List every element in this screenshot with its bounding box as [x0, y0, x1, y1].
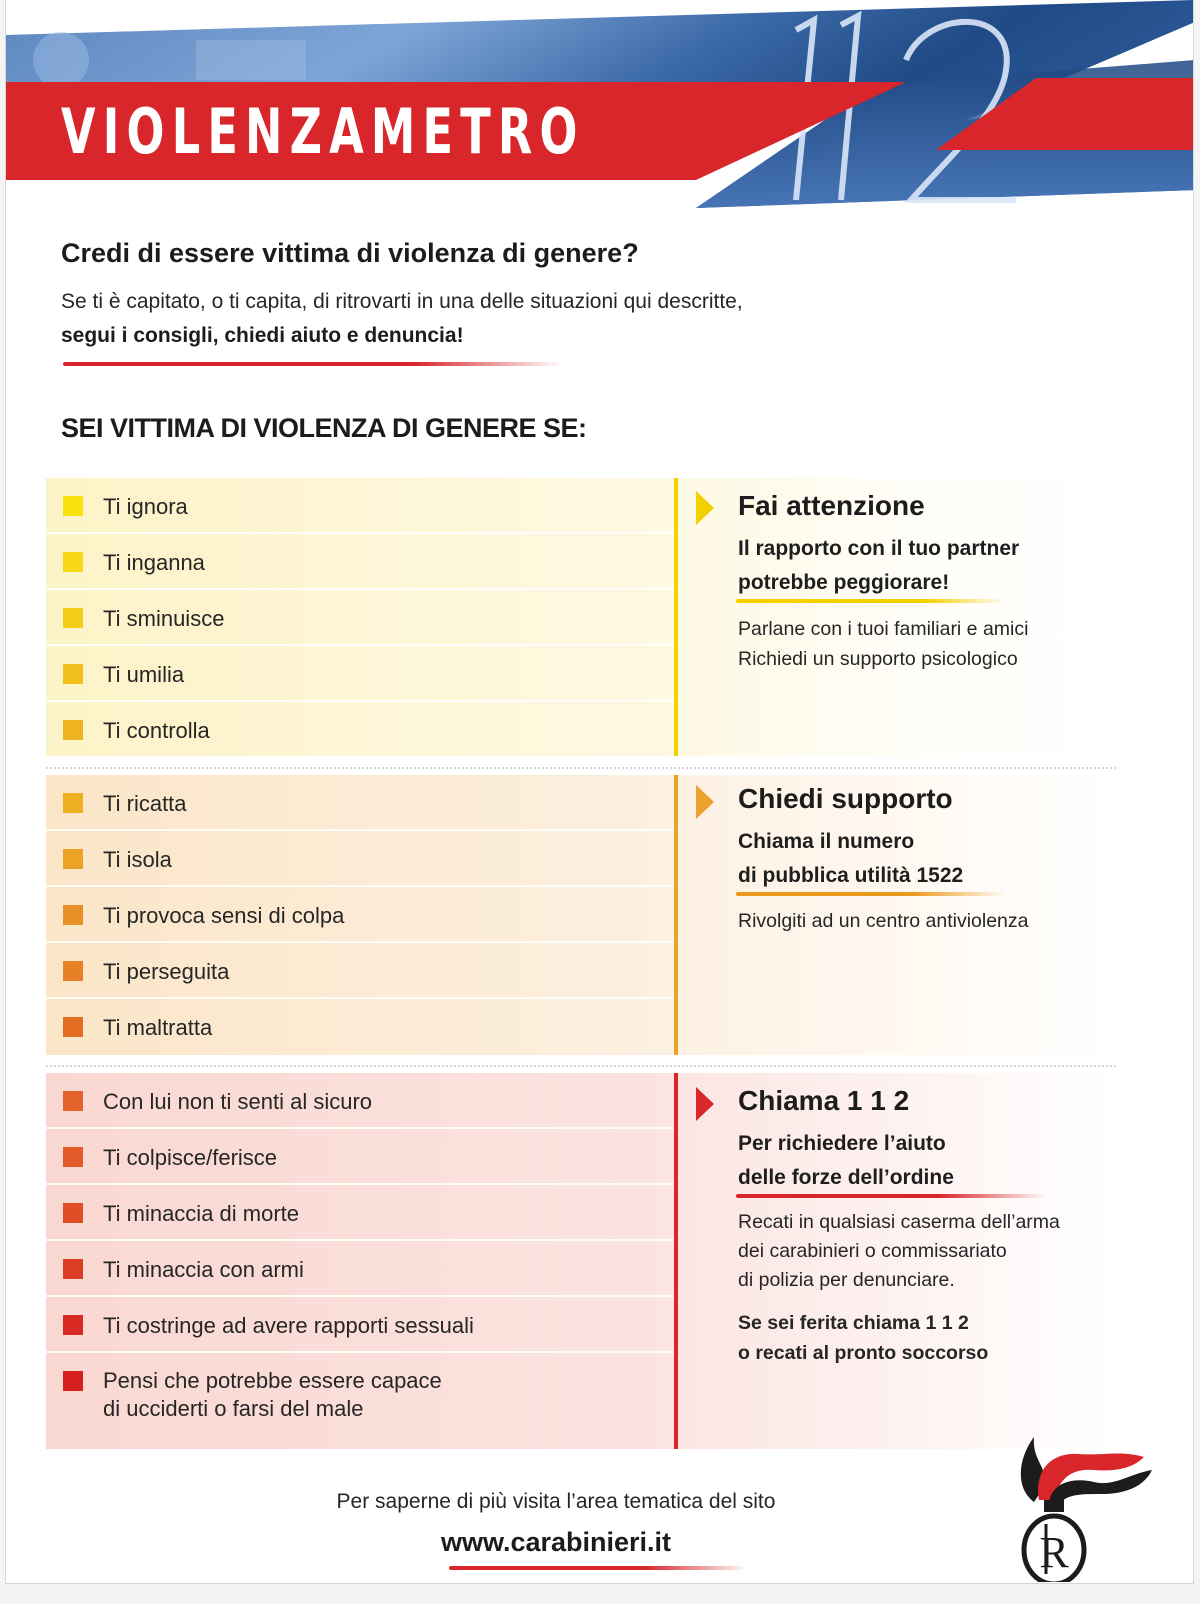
- advice-subheading: potrebbe peggiorare!: [738, 571, 950, 594]
- advice-subheading: di pubblica utilità 1522: [738, 864, 964, 887]
- header-banner: [6, 0, 1194, 210]
- severity-square-icon: [63, 1203, 83, 1223]
- brush-underline: [736, 599, 1006, 603]
- severity-square-icon: [63, 961, 83, 981]
- severity-square-icon: [63, 1017, 83, 1037]
- advice-text: Recati in qualsiasi caserma dell’arma: [738, 1211, 1060, 1233]
- list-item: Ti provoca sensi di colpa: [46, 887, 674, 943]
- severity-square-icon: [63, 1147, 83, 1167]
- advice-text: Rivolgiti ad un centro antiviolenza: [738, 910, 1029, 932]
- advice-text: Parlane con i tuoi familiari e amici: [738, 618, 1029, 640]
- triangle-arrow-icon: [696, 491, 714, 525]
- severity-square-icon: [63, 496, 83, 516]
- severity-square-icon: [63, 1315, 83, 1335]
- triangle-arrow-icon: [696, 1087, 714, 1121]
- list-item: Ti ignora: [46, 478, 674, 534]
- list-item: Ti ricatta: [46, 775, 674, 831]
- intro-text: Se ti è capitato, o ti capita, di ritrovarti in una delle situazioni qui descritte,: [61, 290, 743, 313]
- advice-text: di polizia per denunciare.: [738, 1269, 955, 1291]
- group-red: [46, 1073, 1116, 1449]
- severity-square-icon: [63, 905, 83, 925]
- behavior-list: [46, 775, 674, 1055]
- list-item: Ti inganna: [46, 534, 674, 590]
- advice-subheading: Chiama il numero: [738, 830, 915, 853]
- list-item: Ti isola: [46, 831, 674, 887]
- advice-text: dei carabinieri o commissariato: [738, 1240, 1007, 1262]
- list-item: Ti colpisce/ferisce: [46, 1129, 674, 1185]
- list-item: Ti perseguita: [46, 943, 674, 999]
- severity-square-icon: [63, 793, 83, 813]
- severity-square-icon: [63, 664, 83, 684]
- severity-square-icon: [63, 1371, 83, 1391]
- carabinieri-logo-icon: [994, 1432, 1154, 1582]
- advice-emphasis: Se sei ferita chiama 1 1 2: [738, 1312, 969, 1334]
- behavior-list: [46, 1073, 674, 1439]
- brush-underline: [736, 1194, 1046, 1198]
- list-item: Con lui non ti senti al sicuro: [46, 1073, 674, 1129]
- list-item: Ti minaccia di morte: [46, 1185, 674, 1241]
- poster-title: VIOLENZAMETRO: [61, 95, 585, 168]
- severity-square-icon: [63, 1259, 83, 1279]
- advice-text: Richiedi un supporto psicologico: [738, 648, 1018, 670]
- list-item: Ti sminuisce: [46, 590, 674, 646]
- advice-subheading: Per richiedere l’aiuto: [738, 1132, 946, 1155]
- behavior-list: [46, 478, 674, 758]
- brush-underline: [736, 892, 1006, 896]
- advice-subheading: Il rapporto con il tuo partner: [738, 537, 1020, 560]
- website-link[interactable]: www.carabinieri.it: [440, 1527, 672, 1557]
- list-item: Ti maltratta: [46, 999, 674, 1055]
- list-item: Ti minaccia con armi: [46, 1241, 674, 1297]
- list-item: Pensi che potrebbe essere capace di ucciderti o farsi del male: [46, 1353, 674, 1439]
- group-orange: [46, 775, 1116, 1055]
- advice-subheading: delle forze dell’ordine: [738, 1166, 954, 1189]
- group-yellow: [46, 478, 1116, 756]
- severity-square-icon: [63, 849, 83, 869]
- intro-question: Credi di essere vittima di violenza di genere?: [61, 238, 639, 268]
- advice-heading: Chiedi supporto: [738, 783, 953, 814]
- advice-heading: Chiama 1 1 2: [738, 1085, 910, 1116]
- footer-text: Per saperne di più visita l’area tematica del sito: [336, 1490, 776, 1513]
- svg-text:R: R: [1039, 1528, 1069, 1577]
- brush-underline: [449, 1566, 749, 1570]
- severity-bar: [674, 478, 678, 756]
- poster-page: [5, 0, 1194, 1584]
- severity-square-icon: [63, 552, 83, 572]
- advice-emphasis: o recati al pronto soccorso: [738, 1342, 989, 1364]
- severity-bar: [674, 1073, 678, 1449]
- triangle-arrow-icon: [696, 785, 714, 819]
- list-item: Ti costringe ad avere rapporti sessuali: [46, 1297, 674, 1353]
- intro-call-to-action: segui i consigli, chiedi aiuto e denuncia!: [61, 324, 464, 347]
- list-item: Ti umilia: [46, 646, 674, 702]
- section-title: SEI VITTIMA DI VIOLENZA DI GENERE SE:: [61, 413, 587, 443]
- divider: [46, 1065, 1116, 1067]
- advice-heading: Fai attenzione: [738, 490, 925, 521]
- severity-square-icon: [63, 1091, 83, 1111]
- severity-bar: [674, 775, 678, 1055]
- severity-square-icon: [63, 608, 83, 628]
- list-item: Ti controlla: [46, 702, 674, 758]
- divider: [46, 767, 1116, 769]
- brush-underline: [63, 362, 563, 366]
- severity-square-icon: [63, 720, 83, 740]
